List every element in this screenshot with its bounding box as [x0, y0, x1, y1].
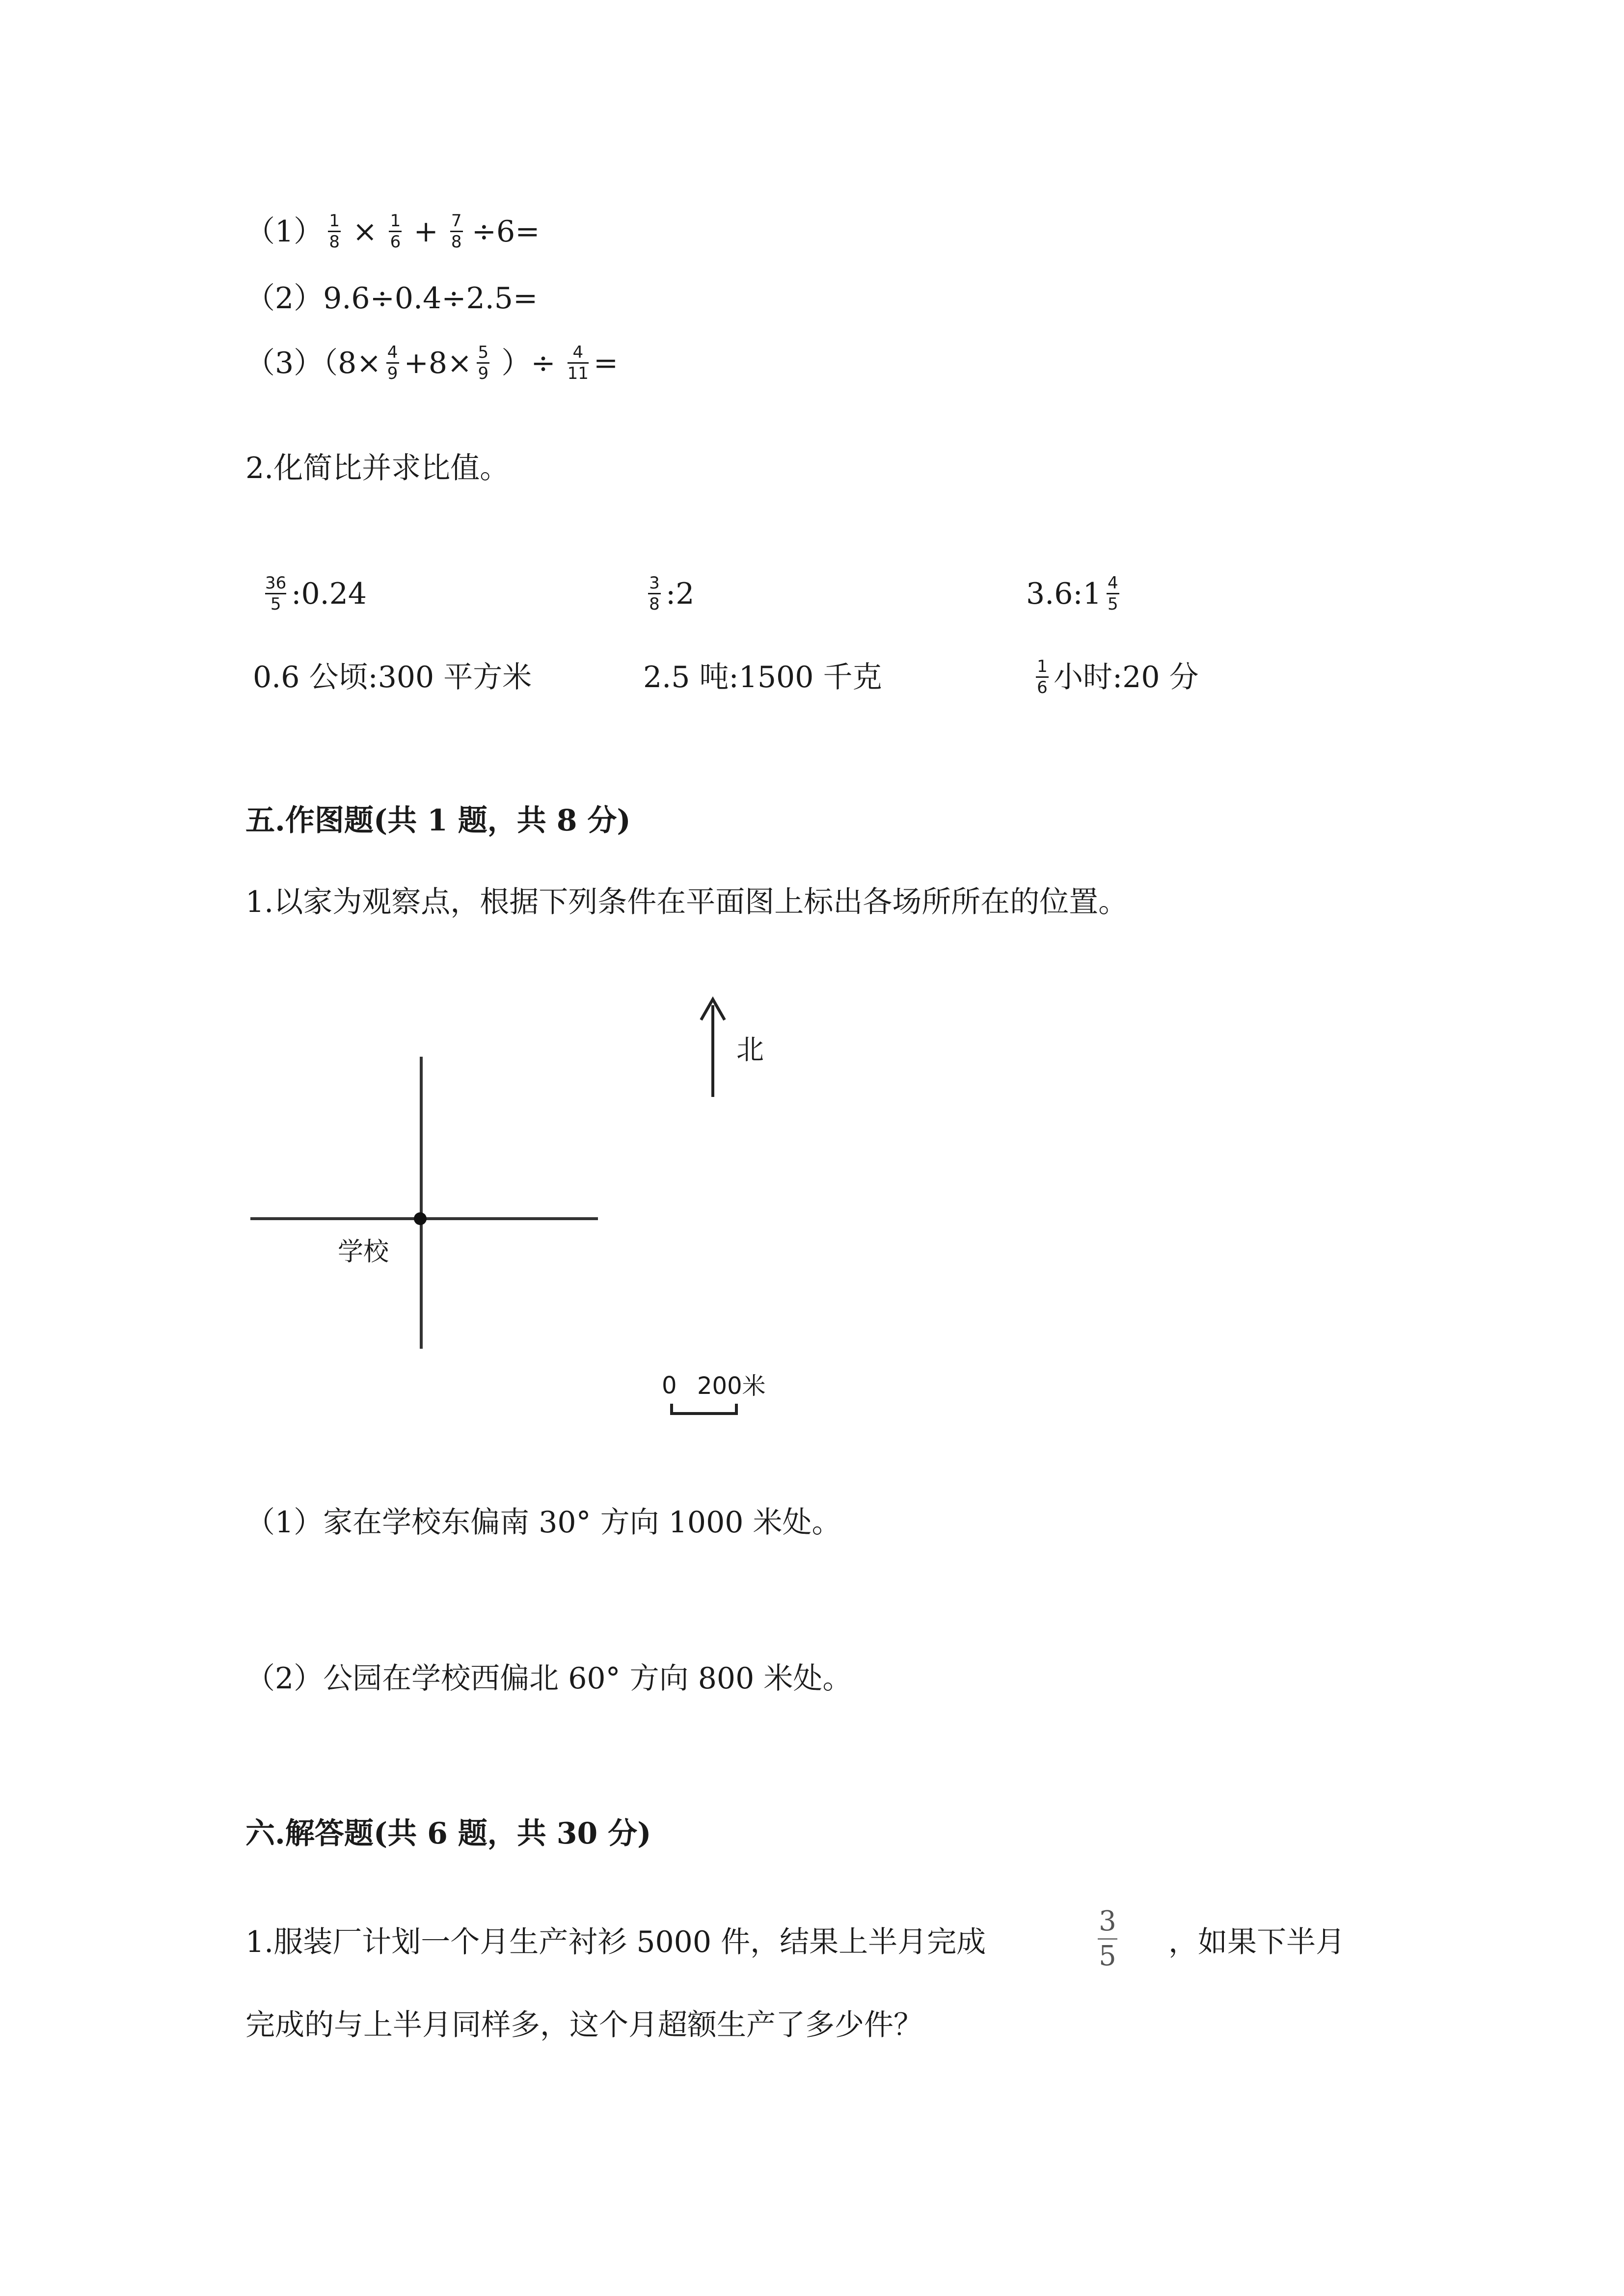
part-6-question-1-fraction: 3 5: [1098, 1907, 1117, 1971]
fraction: $\frac{5}{9}$: [477, 344, 489, 382]
calc-item-1: [245, 212, 540, 251]
ratio-item-2: [643, 574, 694, 613]
fraction: $\frac{4}{11}$: [567, 343, 589, 383]
fraction: $\frac{36}{5}$: [265, 573, 287, 614]
calc-item-1-label: （1）: [245, 214, 324, 249]
fraction: $\frac{1}{8}$: [328, 212, 341, 251]
part-5-sub-2: （2）公园在学校西偏北 60° 方向 800 米处。: [245, 1661, 852, 1696]
ratio-item-6-rest: 小时:20 分: [1054, 660, 1199, 694]
fraction: $\frac{1}{6}$: [389, 212, 402, 251]
calc-item-3: [245, 344, 618, 382]
scale-zero: 0: [662, 1372, 677, 1399]
part-6-question-1-line-2: 完成的与上半月同样多，这个月超额生产了多少件？: [245, 2008, 923, 2042]
part-5-question-1: 1.以家为观察点，根据下列条件在平面图上标出各场所所在的位置。: [245, 885, 1128, 919]
ratio-item-5: 2.5 吨:1500 千克: [643, 660, 882, 694]
calc-item-3-close: ）÷: [501, 346, 556, 380]
fraction: $\frac{4}{9}$: [386, 344, 399, 382]
north-label: 北: [736, 1034, 764, 1066]
ratio-item-3-pre: 3.6:1: [1026, 576, 1102, 611]
part-6-question-1-line-1-end: ，如果下半月: [1168, 1925, 1345, 1959]
school-label: 学校: [338, 1237, 389, 1267]
ratio-item-1: [260, 574, 367, 613]
section-2-title: 2.化简比并求比值。: [245, 451, 510, 485]
ratio-item-4: 0.6 公顷:300 平方米: [253, 660, 532, 694]
fraction: $\frac{7}{8}$: [450, 212, 463, 251]
ratio-item-6: [1031, 658, 1199, 696]
ratio-item-1-rest: :0.24: [291, 576, 367, 611]
calc-item-3-mid: +8×: [404, 346, 472, 380]
scale-label: 200米: [697, 1372, 766, 1400]
part-6-question-1-line-1: 1.服装厂计划一个月生产衬衫 5000 件，结果上半月完成: [245, 1925, 986, 1959]
ratio-item-3: [1026, 574, 1124, 613]
fraction: $\frac{3}{8}$: [648, 574, 661, 613]
calc-item-3-label: （3）（8×: [245, 346, 381, 380]
fraction: $\frac{4}{5}$: [1107, 574, 1119, 613]
part-5-sub-1: （1）家在学校东偏南 30° 方向 1000 米处。: [245, 1505, 841, 1540]
part-5-heading: 五.作图题(共 1 题，共 8 分): [245, 803, 631, 838]
scale-bar: [672, 1404, 736, 1414]
part-6-heading: 六.解答题(共 6 题，共 30 分): [245, 1816, 651, 1851]
calc-item-2: （2）9.6÷0.4÷2.5=: [245, 281, 538, 316]
calc-item-3-tail: =: [593, 346, 619, 380]
school-point: [414, 1212, 427, 1225]
ratio-item-2-rest: :2: [666, 576, 695, 611]
times-sign: ×: [352, 214, 378, 249]
plus-sign: +: [413, 214, 438, 249]
fraction: $\frac{1}{6}$: [1036, 658, 1049, 696]
north-arrow-head: [701, 999, 725, 1020]
calc-item-1-tail: ÷6=: [471, 214, 540, 249]
